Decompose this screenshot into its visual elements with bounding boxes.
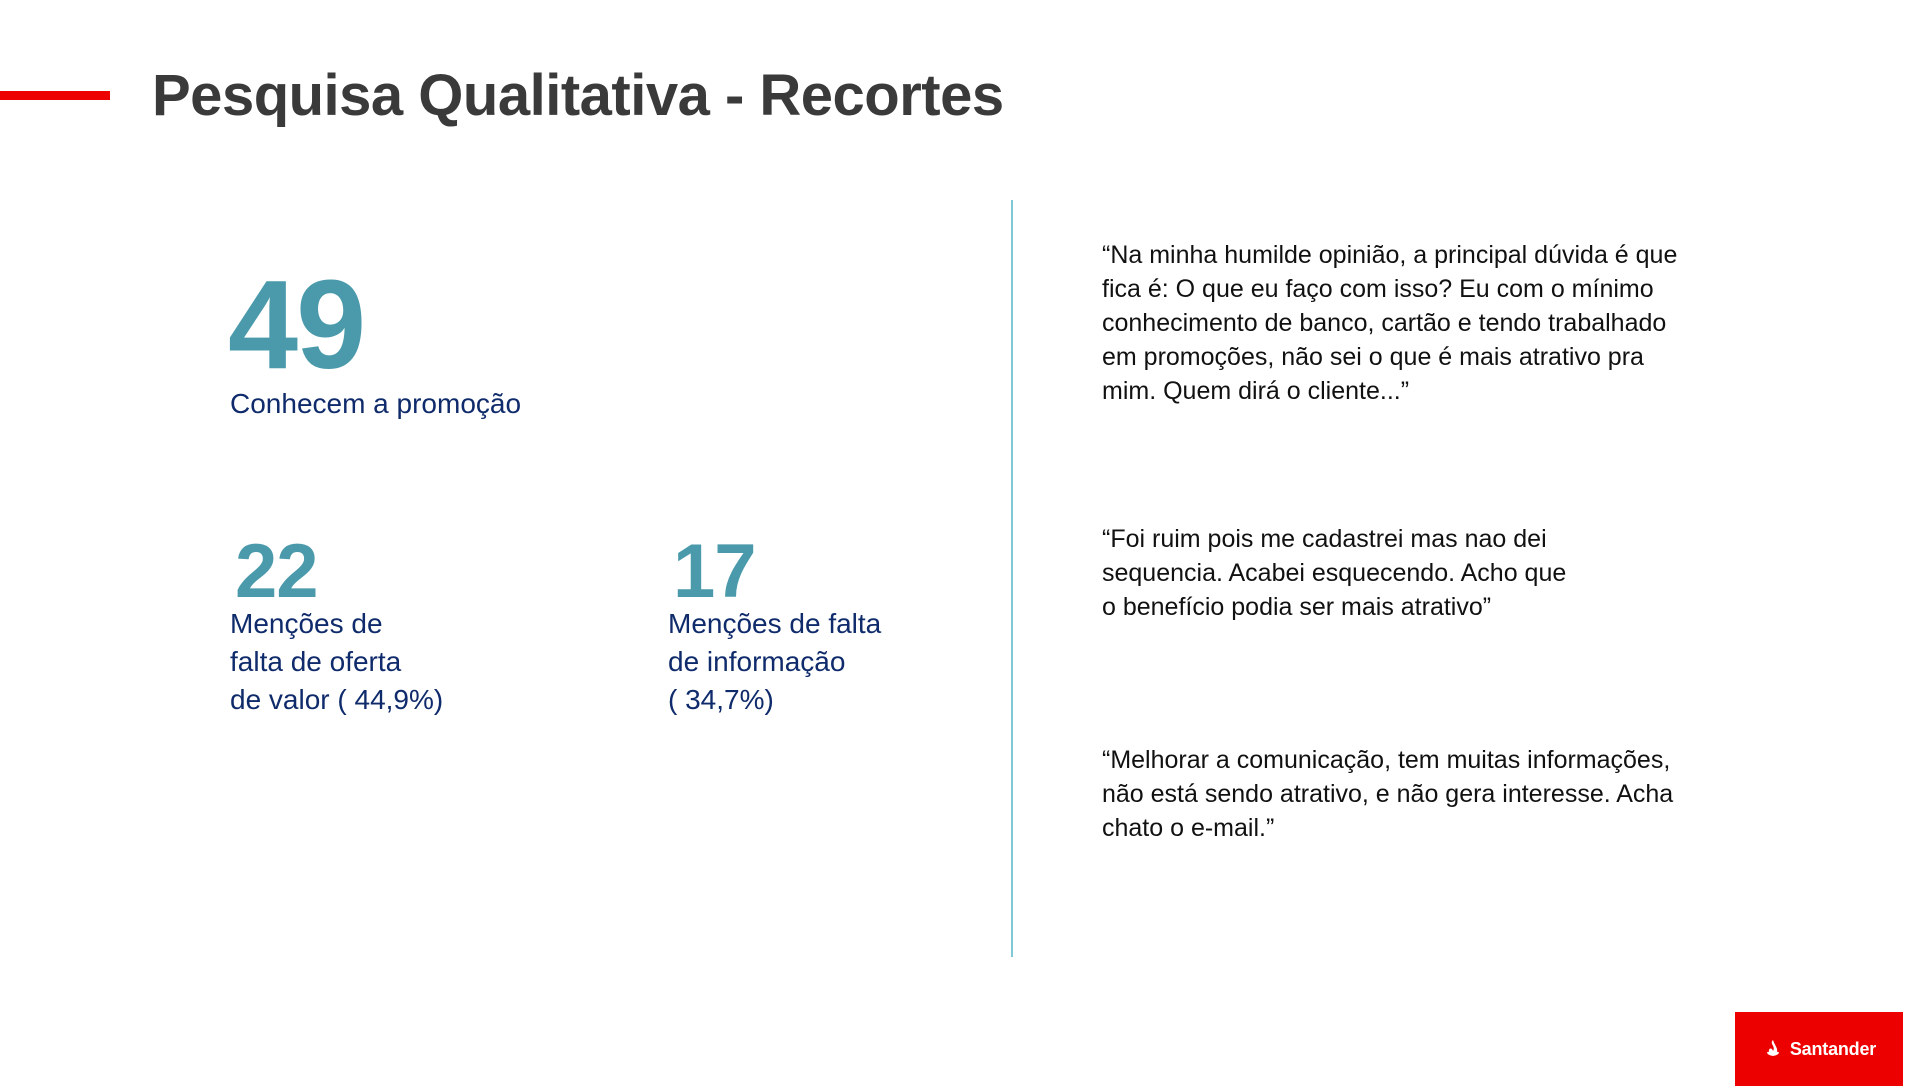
santander-logo — [1735, 1012, 1903, 1086]
quote-3: “Melhorar a comunicação, tem muitas informações, não está sendo atrativo, e não gera interesse. Acha chato o e-mail.” — [1102, 746, 1674, 842]
vertical-divider — [1011, 200, 1013, 957]
stat-label-main: Conhecem a promoção — [230, 388, 522, 419]
flame-icon — [1762, 1038, 1784, 1060]
stat-number-offer: 22 — [235, 529, 318, 614]
accent-bar — [0, 91, 110, 100]
slide-title: Pesquisa Qualitativa - Recortes — [152, 63, 1004, 128]
quote-2: “Foi ruim pois me cadastrei mas nao dei sequencia. Acabei esquecendo. Acho que o benefício podia ser mais atrativo” — [1102, 525, 1567, 621]
stat-number-main: 49 — [228, 254, 365, 395]
stat-number-info: 17 — [673, 529, 756, 614]
stat-label-info: Menções de falta de informação ( 34,7%) — [668, 608, 882, 715]
stat-label-offer: Menções de falta de oferta de valor ( 44,9%) — [230, 608, 444, 715]
quote-1: “Na minha humilde opinião, a principal dúvida é que fica é: O que eu faço com isso? Eu com o mínimo conhecimento de banco, cartão e tendo trabalhado em promoções, não sei o que é mais atrativo pra mim. Quem dirá o cliente...” — [1102, 241, 1678, 405]
brand-name: Santander — [1789, 1038, 1877, 1059]
